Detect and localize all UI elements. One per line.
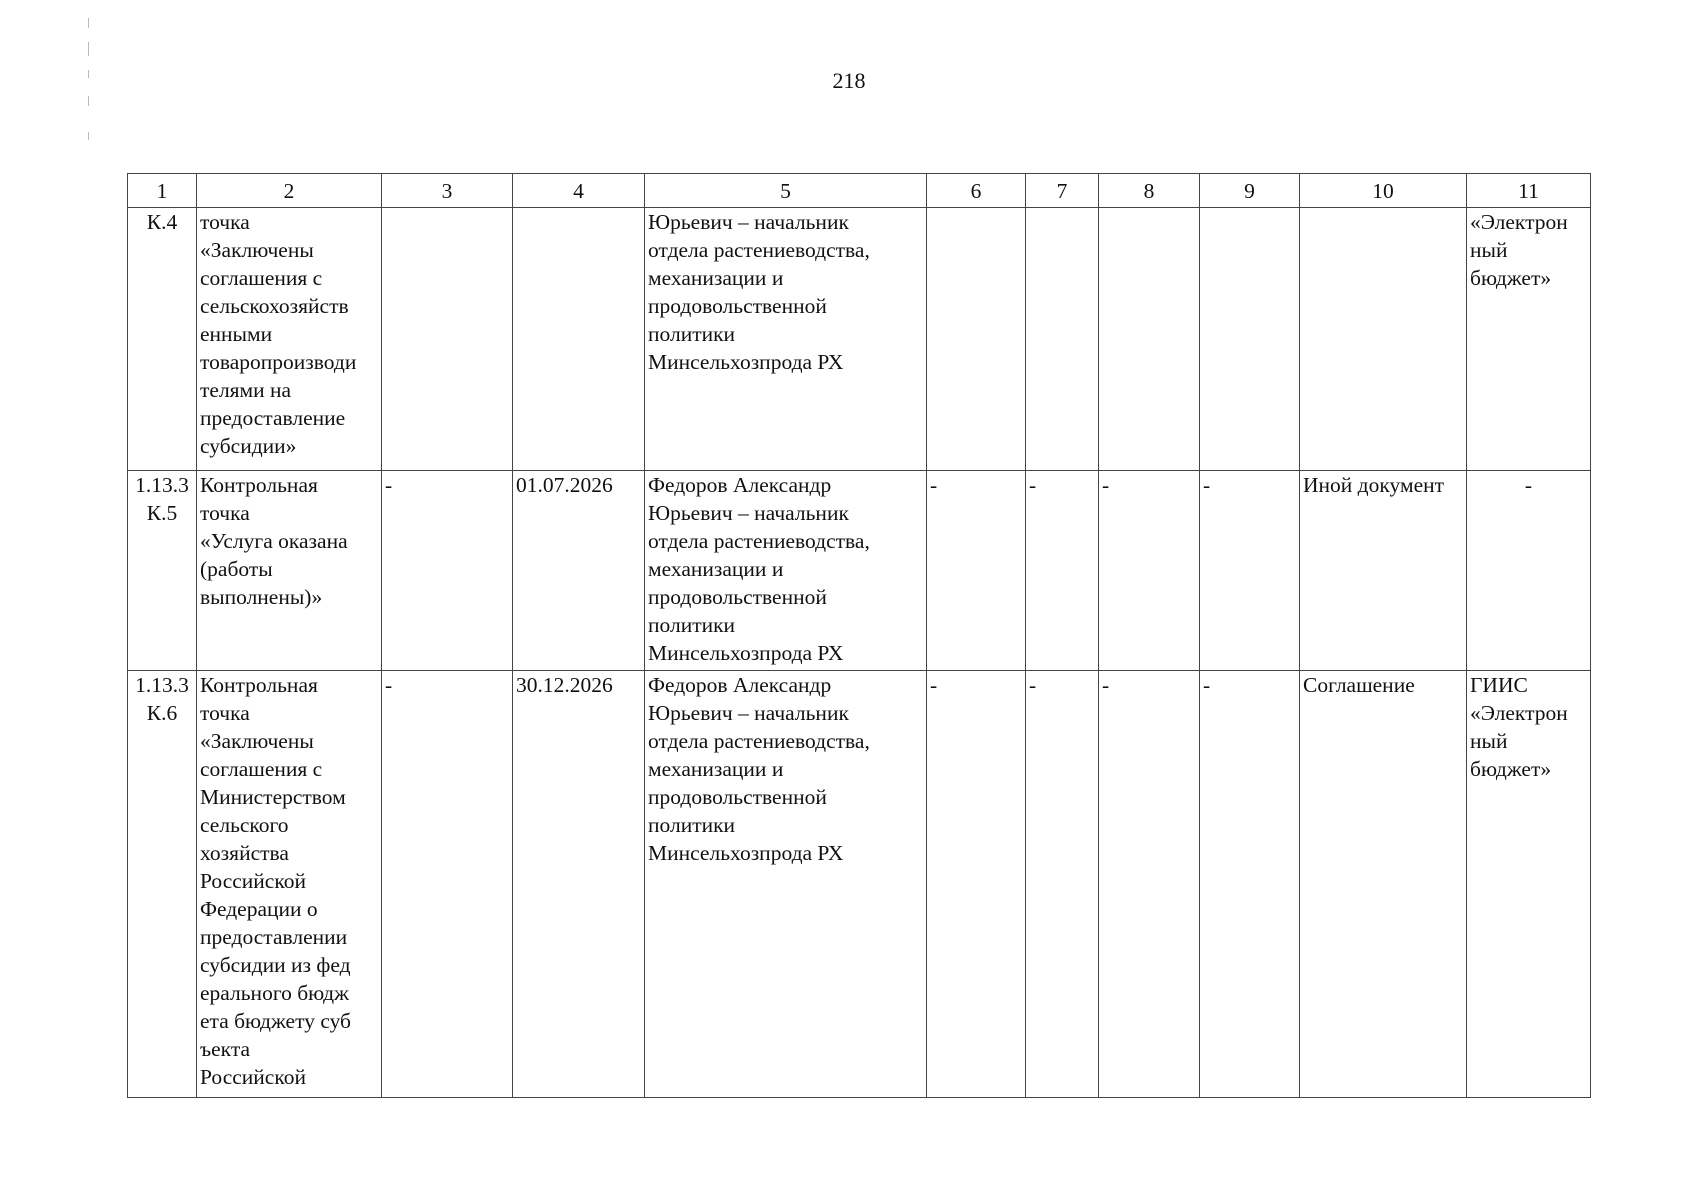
- row-number-cell: К.4: [128, 208, 197, 471]
- column-header: 11: [1467, 174, 1591, 208]
- table-row: [128, 471, 1591, 671]
- page-number: 218: [832, 68, 866, 93]
- column-header: 6: [927, 174, 1026, 208]
- date-cell: 01.07.2026: [513, 471, 645, 671]
- table-cell: -: [927, 471, 1026, 671]
- table-cell: [1026, 208, 1099, 471]
- row-number-cell: 1.13.3 К.5: [128, 471, 197, 671]
- info-system-cell: -: [1467, 471, 1591, 671]
- column-header: 2: [197, 174, 382, 208]
- row-number-cell: 1.13.3 К.6: [128, 671, 197, 1098]
- table-cell: -: [1099, 671, 1200, 1098]
- document-type-cell: Иной документ: [1300, 471, 1467, 671]
- responsible-cell: Федоров Александр Юрьевич – начальник отдела растениеводства, механизации и продовольственной политики Минсельхозпрода РХ: [645, 671, 927, 1098]
- table-cell: [927, 208, 1026, 471]
- table-cell: -: [382, 671, 513, 1098]
- column-header: 9: [1200, 174, 1300, 208]
- event-name-cell: точка «Заключены соглашения с сельскохозяйств енными товаропроизводи телями на предоставление субсидии»: [197, 208, 382, 471]
- responsible-cell: Юрьевич – начальник отдела растениеводства, механизации и продовольственной политики Минсельхозпрода РХ: [645, 208, 927, 471]
- column-header: 8: [1099, 174, 1200, 208]
- document-type-cell: Соглашение: [1300, 671, 1467, 1098]
- table-row: [128, 208, 1591, 471]
- responsible-cell: Федоров Александр Юрьевич – начальник отдела растениеводства, механизации и продовольственной политики Минсельхозпрода РХ: [645, 471, 927, 671]
- table-cell: [1200, 208, 1300, 471]
- table-cell: -: [1200, 471, 1300, 671]
- table-cell: [382, 208, 513, 471]
- table-cell: -: [382, 471, 513, 671]
- column-header: 3: [382, 174, 513, 208]
- event-name-cell: Контрольная точка «Заключены соглашения с Министерством сельского хозяйства Российской Федерации о предоставлении субсидии из фед ерального бюдж ета бюджету суб ъекта Российской: [197, 671, 382, 1098]
- table-cell: [1099, 208, 1200, 471]
- date-cell: [513, 208, 645, 471]
- column-header: 1: [128, 174, 197, 208]
- info-system-cell: ГИИС «Электрон ный бюджет»: [1467, 671, 1591, 1098]
- date-cell: 30.12.2026: [513, 671, 645, 1098]
- document-type-cell: [1300, 208, 1467, 471]
- column-header: 5: [645, 174, 927, 208]
- table-cell: -: [1026, 471, 1099, 671]
- table-cell: -: [1200, 671, 1300, 1098]
- header-row: [128, 174, 1591, 208]
- column-header: 4: [513, 174, 645, 208]
- column-header: 10: [1300, 174, 1467, 208]
- table-cell: -: [1026, 671, 1099, 1098]
- event-name-cell: Контрольная точка «Услуга оказана (работы выполнены)»: [197, 471, 382, 671]
- column-header: 7: [1026, 174, 1099, 208]
- table-cell: -: [927, 671, 1026, 1098]
- data-table: [127, 173, 1591, 1098]
- info-system-cell: «Электрон ный бюджет»: [1467, 208, 1591, 471]
- table-row: [128, 671, 1591, 1098]
- table-cell: -: [1099, 471, 1200, 671]
